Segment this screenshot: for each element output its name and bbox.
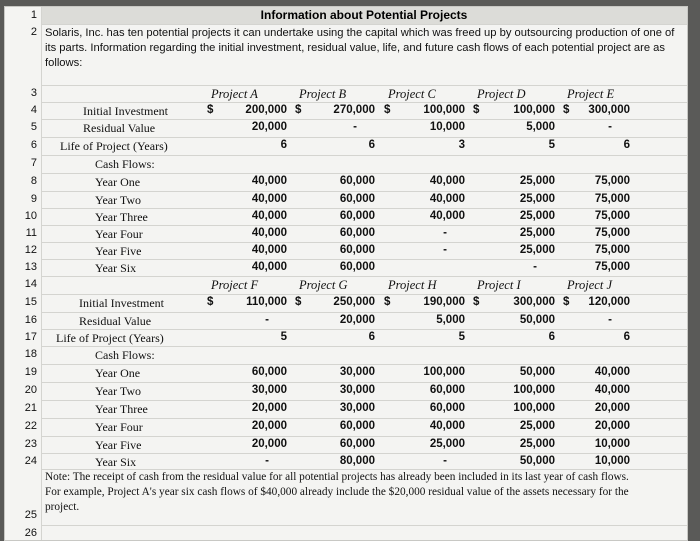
gridline xyxy=(41,24,687,25)
cash-flow-value: 75,000 xyxy=(594,175,630,187)
row-number: 14 xyxy=(24,278,37,290)
row-number: 3 xyxy=(30,87,37,99)
cash-flow-value: 25,000 xyxy=(519,193,555,205)
gridline xyxy=(41,276,687,277)
project-life: 6 xyxy=(280,139,287,151)
cash-flow-value: 30,000 xyxy=(339,384,375,396)
gridline xyxy=(41,225,687,226)
cash-flow-value: 40,000 xyxy=(594,366,630,378)
row-number: 24 xyxy=(24,455,37,467)
project-header: Project E xyxy=(567,87,615,101)
row-number: 26 xyxy=(24,527,37,539)
cash-flow-value: 40,000 xyxy=(251,175,287,187)
row-label: Year One xyxy=(95,175,141,189)
row-number: 12 xyxy=(24,244,37,256)
gridline xyxy=(41,85,687,86)
initial-investment-value: 200,000 xyxy=(245,104,287,116)
gridline xyxy=(41,382,687,383)
row-label: Year Four xyxy=(95,227,143,241)
cash-flow-value: 40,000 xyxy=(429,420,465,432)
residual-value: 20,000 xyxy=(339,314,375,326)
cash-flow-value: 20,000 xyxy=(251,402,287,414)
cash-flow-value: 20,000 xyxy=(594,402,630,414)
cash-flow-value: 40,000 xyxy=(429,175,465,187)
cash-flow-value: 30,000 xyxy=(251,384,287,396)
initial-investment-value: 100,000 xyxy=(423,104,465,116)
cash-flow-value: 60,000 xyxy=(339,210,375,222)
row-number: 6 xyxy=(30,139,37,151)
row-number: 20 xyxy=(24,384,37,396)
residual-value: 10,000 xyxy=(429,121,465,133)
cash-flow-value: 20,000 xyxy=(594,420,630,432)
initial-investment-value: 100,000 xyxy=(513,104,555,116)
project-life: 6 xyxy=(368,331,375,343)
row-label: Year One xyxy=(95,366,141,380)
project-header: Project B xyxy=(299,87,347,101)
row-label: Year Six xyxy=(95,455,137,469)
cash-flow-value: 25,000 xyxy=(519,420,555,432)
cash-flow-value: 25,000 xyxy=(519,227,555,239)
cash-flow-value: 60,000 xyxy=(339,227,375,239)
gridline xyxy=(41,312,687,313)
row-number: 10 xyxy=(24,210,37,222)
cash-flow-value: 40,000 xyxy=(251,227,287,239)
row-number: 19 xyxy=(24,366,37,378)
cash-flow-value: 60,000 xyxy=(339,193,375,205)
row-label: Residual Value xyxy=(79,314,152,328)
cash-flow-value: 10,000 xyxy=(594,455,630,467)
gridline xyxy=(41,259,687,260)
cash-flow-value: 75,000 xyxy=(594,244,630,256)
project-header: Project F xyxy=(211,278,259,292)
project-life: 6 xyxy=(368,139,375,151)
project-header: Project G xyxy=(299,278,348,292)
project-life: 5 xyxy=(548,139,555,151)
cash-flow-value: 40,000 xyxy=(251,261,287,273)
row-number: 22 xyxy=(24,420,37,432)
cash-flow-value: 40,000 xyxy=(429,210,465,222)
cash-flow-value: 60,000 xyxy=(339,420,375,432)
row-label: Year Five xyxy=(95,438,142,452)
row-label: Life of Project (Years) xyxy=(56,331,164,345)
cash-flow-value: 40,000 xyxy=(429,193,465,205)
cash-flow-value: - xyxy=(533,261,537,273)
row-label: Cash Flows: xyxy=(95,348,155,362)
gridline xyxy=(41,155,687,156)
row-label: Year Two xyxy=(95,384,142,398)
gridline xyxy=(41,208,687,209)
gridline xyxy=(41,364,687,365)
initial-investment-value: 250,000 xyxy=(333,296,375,308)
residual-value: - xyxy=(265,314,269,326)
cash-flow-value: 10,000 xyxy=(594,438,630,450)
cash-flow-value: 25,000 xyxy=(429,438,465,450)
project-life: 3 xyxy=(458,139,465,151)
row-number: 7 xyxy=(30,157,37,169)
cash-flow-value: 75,000 xyxy=(594,193,630,205)
cash-flow-value: - xyxy=(265,455,269,467)
cash-flow-value: 20,000 xyxy=(251,420,287,432)
dollar-sign: $ xyxy=(384,296,391,308)
row-number: 4 xyxy=(30,104,37,116)
cash-flow-value: 60,000 xyxy=(429,384,465,396)
residual-value: - xyxy=(353,121,357,133)
dollar-sign: $ xyxy=(563,296,570,308)
row-header-divider xyxy=(41,7,42,540)
cash-flow-value: 60,000 xyxy=(339,175,375,187)
intro-text: Solaris, Inc. has ten potential projects it can undertake using the capital which was freed up by outsourcing production of one of its parts. Information regarding the initial investment, residual value, life, and future cash flows of each potential project are as follows: xyxy=(45,27,675,69)
gridline xyxy=(41,294,687,295)
gridline xyxy=(41,453,687,454)
cash-flow-value: 75,000 xyxy=(594,227,630,239)
row-label: Life of Project (Years) xyxy=(60,139,168,153)
dollar-sign: $ xyxy=(207,104,214,116)
cash-flow-value: 25,000 xyxy=(519,210,555,222)
initial-investment-value: 270,000 xyxy=(333,104,375,116)
initial-investment-value: 120,000 xyxy=(588,296,630,308)
gridline xyxy=(41,436,687,437)
cash-flow-value: 100,000 xyxy=(513,402,555,414)
initial-investment-value: 190,000 xyxy=(423,296,465,308)
note-text: Note: The receipt of cash from the residual value for all potential projects has already been included in its last year of cash flows. For example, Project A's year six cash flows of $40,000 already include the $20,000 residual value of the assets necessary for the project. xyxy=(45,471,629,513)
row-label: Year Five xyxy=(95,244,142,258)
row-label: Initial Investment xyxy=(79,296,164,310)
row-number: 9 xyxy=(30,193,37,205)
row-number: 17 xyxy=(24,331,37,343)
row-label: Year Three xyxy=(95,210,148,224)
residual-value: 5,000 xyxy=(436,314,465,326)
gridline xyxy=(41,102,687,103)
residual-value: 5,000 xyxy=(526,121,555,133)
project-header: Project J xyxy=(567,278,613,292)
cash-flow-value: 60,000 xyxy=(339,438,375,450)
gridline xyxy=(41,329,687,330)
row-label: Cash Flows: xyxy=(95,157,155,171)
row-number: 16 xyxy=(24,314,37,326)
row-label: Year Two xyxy=(95,193,142,207)
spreadsheet xyxy=(4,6,688,541)
dollar-sign: $ xyxy=(295,104,302,116)
cash-flow-value: - xyxy=(443,455,447,467)
cash-flow-value: - xyxy=(443,244,447,256)
row-number: 1 xyxy=(30,9,37,21)
cash-flow-value: 25,000 xyxy=(519,438,555,450)
dollar-sign: $ xyxy=(207,296,214,308)
cash-flow-value: 30,000 xyxy=(339,366,375,378)
gridline xyxy=(41,525,687,526)
cash-flow-value: 60,000 xyxy=(339,261,375,273)
dollar-sign: $ xyxy=(473,104,480,116)
cash-flow-value: 20,000 xyxy=(251,438,287,450)
cash-flow-value: 60,000 xyxy=(339,244,375,256)
project-life: 6 xyxy=(623,139,630,151)
cash-flow-value: - xyxy=(443,227,447,239)
project-header: Project D xyxy=(477,87,526,101)
row-number: 21 xyxy=(24,402,37,414)
row-number: 25 xyxy=(24,509,37,521)
cash-flow-value: 100,000 xyxy=(423,366,465,378)
row-label: Year Three xyxy=(95,402,148,416)
row-label: Year Four xyxy=(95,420,143,434)
gridline xyxy=(41,469,687,470)
cash-flow-value: 40,000 xyxy=(594,384,630,396)
cash-flow-value: 25,000 xyxy=(519,244,555,256)
project-header: Project C xyxy=(388,87,436,101)
cash-flow-value: 50,000 xyxy=(519,366,555,378)
cash-flow-value: 40,000 xyxy=(251,210,287,222)
cash-flow-value: 75,000 xyxy=(594,261,630,273)
project-life: 6 xyxy=(623,331,630,343)
initial-investment-value: 300,000 xyxy=(513,296,555,308)
row-number: 8 xyxy=(30,175,37,187)
cash-flow-value: 50,000 xyxy=(519,455,555,467)
residual-value: 50,000 xyxy=(519,314,555,326)
cash-flow-value: 30,000 xyxy=(339,402,375,414)
row-label: Initial Investment xyxy=(83,104,168,118)
gridline xyxy=(41,418,687,419)
gridline xyxy=(41,191,687,192)
cash-flow-value: 60,000 xyxy=(429,402,465,414)
row-label: Year Six xyxy=(95,261,137,275)
gridline xyxy=(41,242,687,243)
initial-investment-value: 300,000 xyxy=(588,104,630,116)
row-label: Residual Value xyxy=(83,121,156,135)
gridline xyxy=(41,346,687,347)
dollar-sign: $ xyxy=(473,296,480,308)
row-number: 11 xyxy=(25,227,37,239)
cash-flow-value: 80,000 xyxy=(339,455,375,467)
gridline xyxy=(41,400,687,401)
row-number: 5 xyxy=(30,121,37,133)
gridline xyxy=(41,137,687,138)
gridline xyxy=(41,173,687,174)
project-header: Project H xyxy=(388,278,437,292)
dollar-sign: $ xyxy=(563,104,570,116)
cash-flow-value: 60,000 xyxy=(251,366,287,378)
residual-value: - xyxy=(608,121,612,133)
cash-flow-value: 75,000 xyxy=(594,210,630,222)
row-number: 2 xyxy=(30,26,37,38)
project-header: Project I xyxy=(477,278,521,292)
cash-flow-value: 40,000 xyxy=(251,193,287,205)
project-life: 6 xyxy=(548,331,555,343)
cash-flow-value: 25,000 xyxy=(519,175,555,187)
row-number: 23 xyxy=(24,438,37,450)
project-header: Project A xyxy=(211,87,258,101)
residual-value: - xyxy=(608,314,612,326)
dollar-sign: $ xyxy=(384,104,391,116)
dollar-sign: $ xyxy=(295,296,302,308)
sheet-title: Information about Potential Projects xyxy=(41,7,687,25)
cash-flow-value: 40,000 xyxy=(251,244,287,256)
row-number: 15 xyxy=(24,296,37,308)
row-number: 13 xyxy=(24,261,37,273)
row-number: 18 xyxy=(24,348,37,360)
initial-investment-value: 110,000 xyxy=(246,296,287,308)
cash-flow-value: 100,000 xyxy=(513,384,555,396)
project-life: 5 xyxy=(458,331,465,343)
residual-value: 20,000 xyxy=(251,121,287,133)
project-life: 5 xyxy=(280,331,287,343)
gridline xyxy=(41,119,687,120)
